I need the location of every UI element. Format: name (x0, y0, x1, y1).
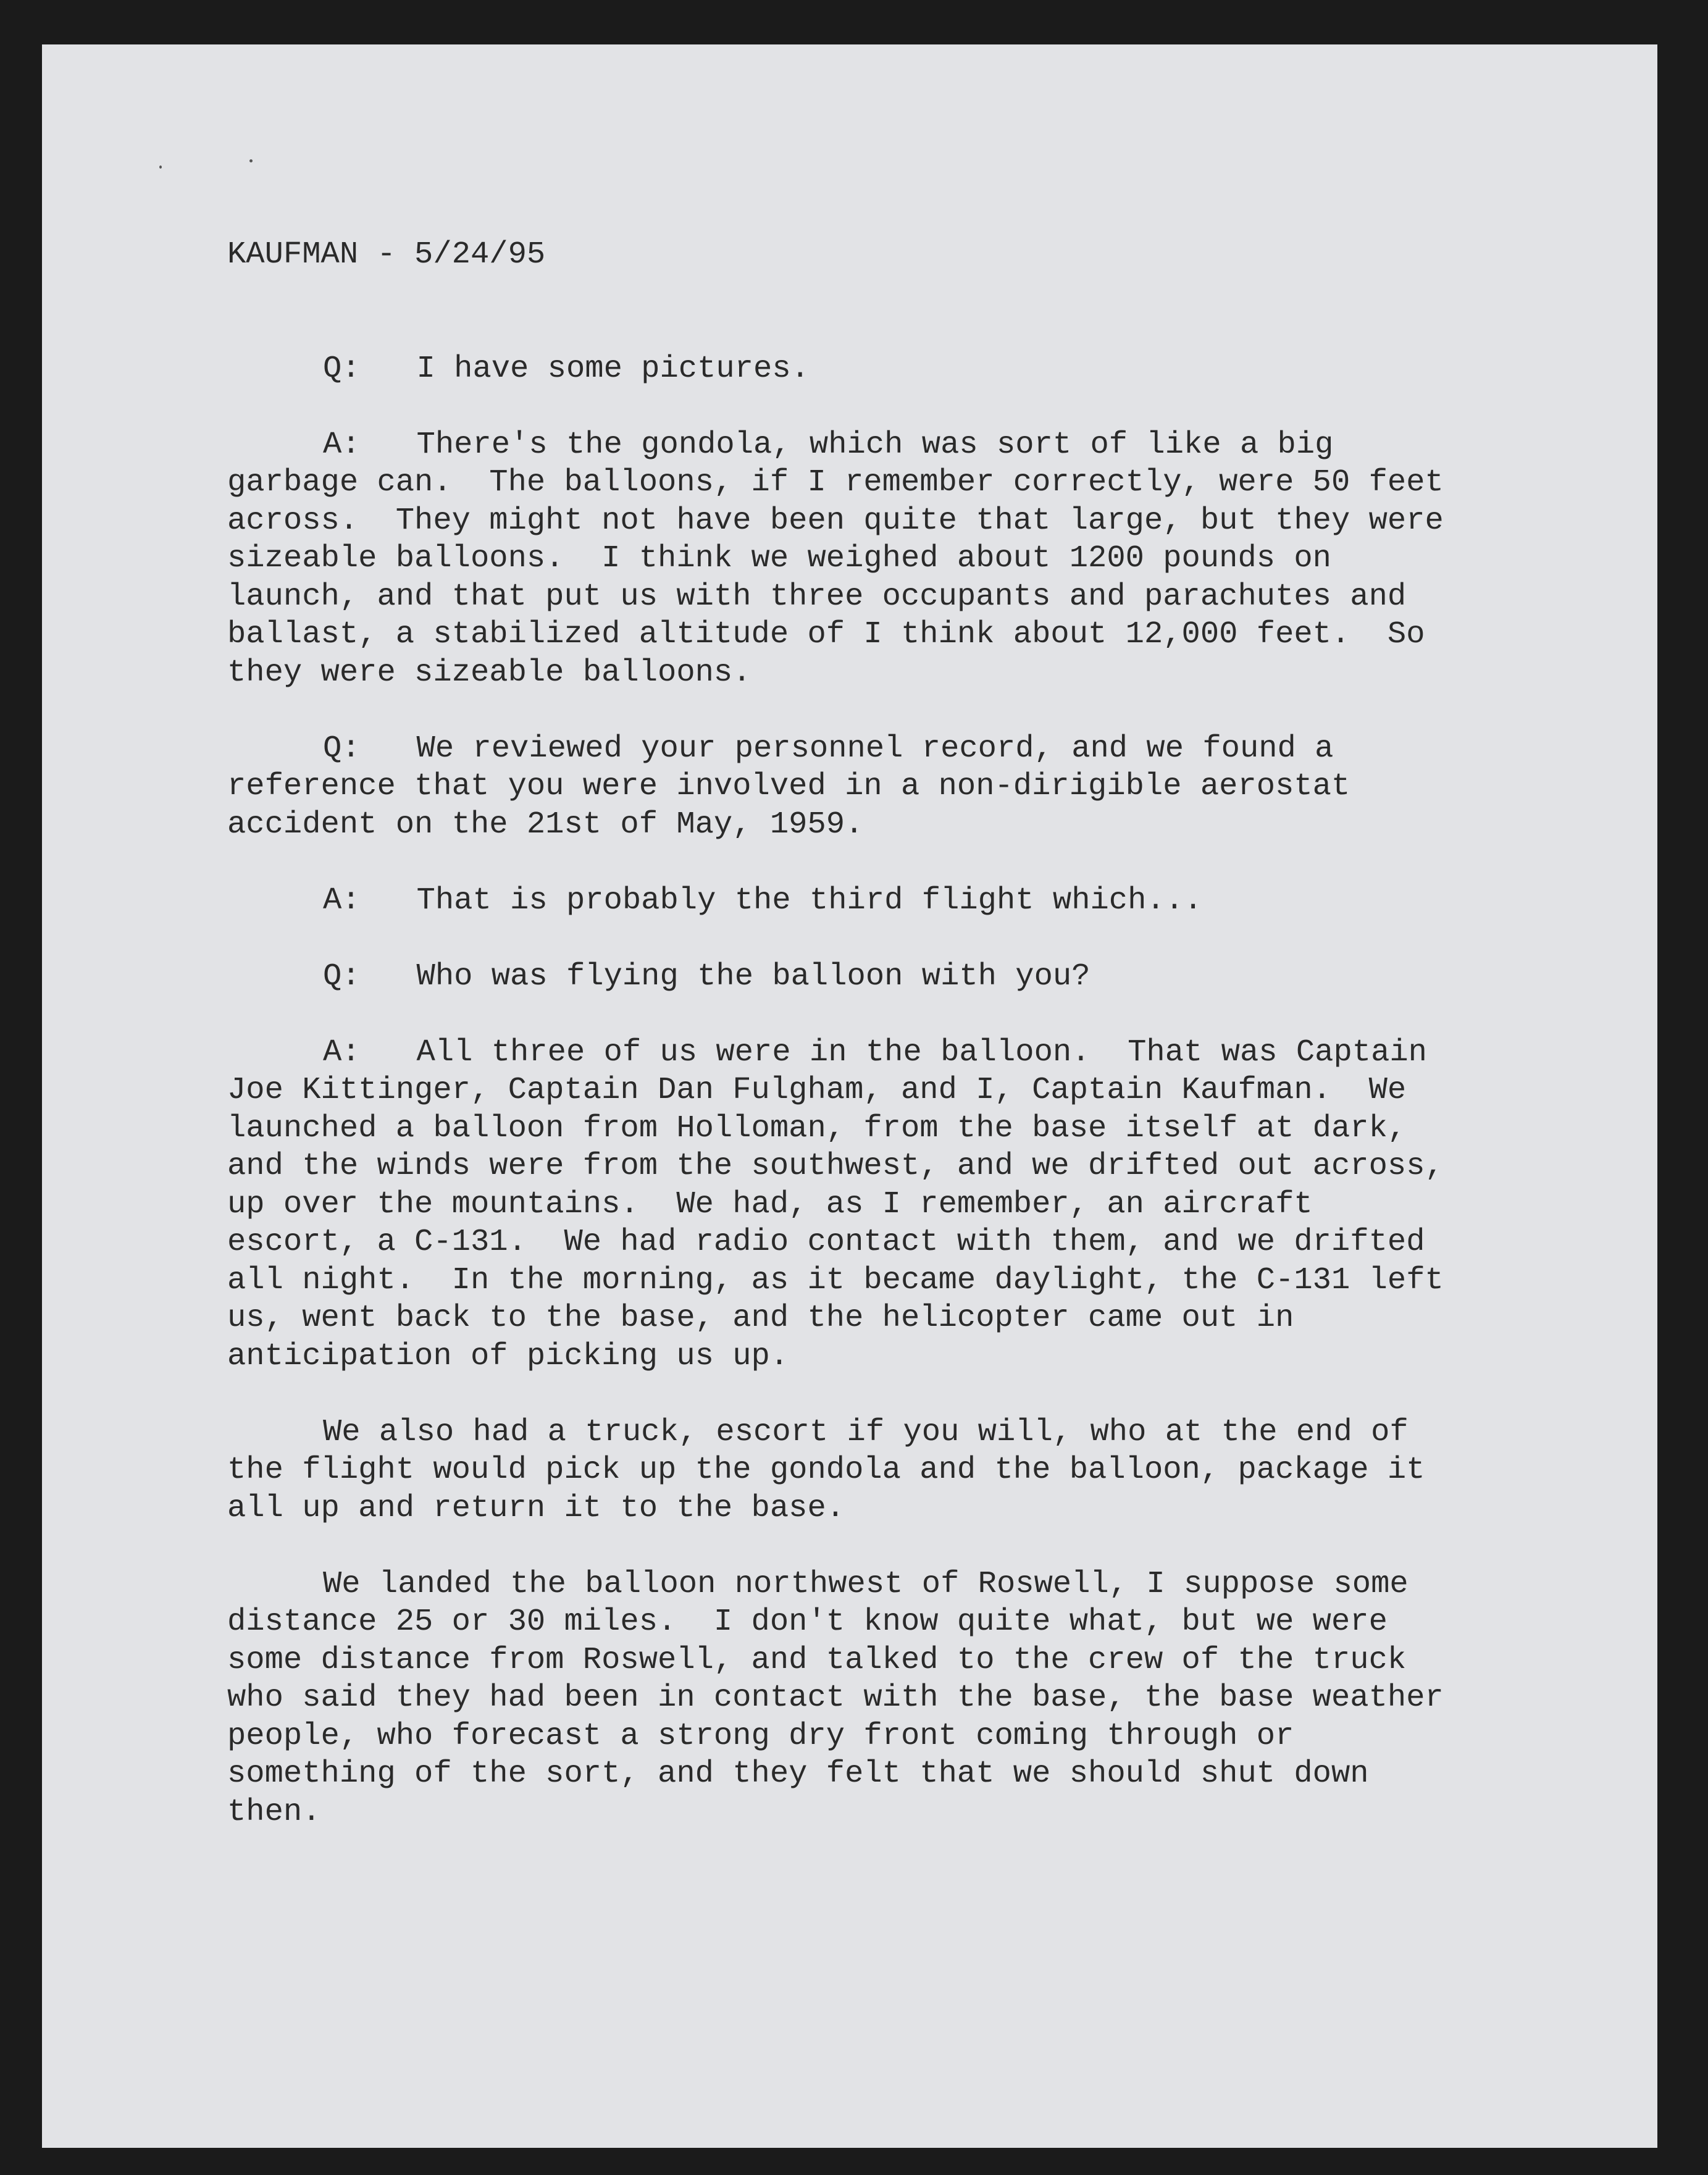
text-line: We landed the balloon northwest of Roswell, I suppose some (323, 1566, 1409, 1602)
text-line: launch, and that put us with three occupants and parachutes and (227, 579, 1407, 614)
text-line: all night. In the morning, as it became daylight, the C-131 left (227, 1262, 1444, 1298)
text-line: us, went back to the base, and the helicopter came out in (227, 1301, 1294, 1336)
text-line: reference that you were involved in a non-dirigible aerostat (227, 769, 1350, 804)
text-line: A: There's the gondola, which was sort of like a big (323, 427, 1334, 463)
text-line: We also had a truck, escort if you will, who at the end of (323, 1414, 1409, 1450)
text-line: some distance from Roswell, and talked to the crew of the truck (227, 1642, 1407, 1678)
paragraph-truck (227, 1414, 1524, 1528)
text-line: Q: I have some pictures. (323, 351, 810, 387)
scan-speck (159, 166, 162, 169)
text-line: they were sizeable balloons. (227, 655, 751, 690)
transcript-body (227, 236, 1524, 1869)
document-header: KAUFMAN - 5/24/95 (227, 237, 546, 272)
text-line: then. (227, 1794, 321, 1830)
text-line: who said they had been in contact with the base, the base weather (227, 1680, 1444, 1716)
text-line: Joe Kittinger, Captain Dan Fulgham, and I, Captain Kaufman. We (227, 1073, 1407, 1108)
text-line: Q: Who was flying the balloon with you? (323, 958, 1091, 994)
text-line: up over the mountains. We had, as I remember, an aircraft (227, 1186, 1313, 1222)
text-line: sizeable balloons. I think we weighed about 1200 pounds on (227, 541, 1331, 576)
text-line: accident on the 21st of May, 1959. (227, 807, 864, 842)
text-line: across. They might not have been quite that large, but they were (227, 503, 1444, 539)
text-line: launched a balloon from Holloman, from the base itself at dark, (227, 1110, 1407, 1146)
text-line: the flight would pick up the gondola and the balloon, package it (227, 1452, 1425, 1488)
paragraph-a3 (227, 1034, 1524, 1376)
text-line: people, who forecast a strong dry front coming through or (227, 1718, 1294, 1754)
paragraph-landing (227, 1565, 1524, 1832)
text-line: something of the sort, and they felt that we should shut down (227, 1756, 1369, 1792)
text-line: distance 25 or 30 miles. I don't know quite what, but we were (227, 1604, 1388, 1640)
text-line: all up and return it to the base. (227, 1490, 845, 1526)
text-line: and the winds were from the southwest, and we drifted out across, (227, 1149, 1444, 1184)
text-line: A: That is probably the third flight which... (323, 882, 1203, 918)
paragraph-q1 (227, 350, 1524, 388)
text-line: Q: We reviewed your personnel record, and we found a (323, 731, 1334, 766)
text-line: ballast, a stabilized altitude of I think about 12,000 feet. So (227, 617, 1425, 652)
text-line: A: All three of us were in the balloon. That was Captain (323, 1034, 1427, 1070)
text-line: escort, a C-131. We had radio contact with them, and we drifted (227, 1225, 1425, 1260)
document-page (42, 44, 1657, 2148)
paragraph-q2 (227, 730, 1524, 844)
scan-speck (249, 159, 253, 162)
paragraph-a1 (227, 426, 1524, 692)
paragraph-q3 (227, 958, 1524, 996)
paragraph-a2 (227, 882, 1524, 920)
text-line: garbage can. The balloons, if I remember correctly, were 50 feet (227, 465, 1444, 500)
text-line: anticipation of picking us up. (227, 1338, 789, 1374)
